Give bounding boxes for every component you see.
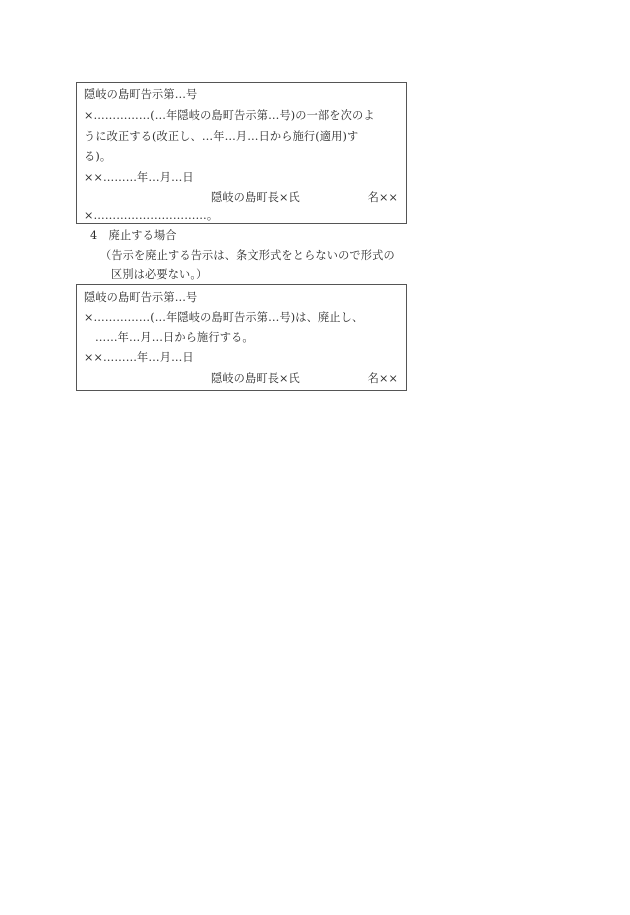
notice-number-line: 隠岐の島町告示第…号 (84, 291, 198, 304)
signature-name: 名×× (367, 372, 398, 385)
notice-number-line: 隠岐の島町告示第…号 (84, 88, 198, 101)
signature-title: 隠岐の島町長×氏 (211, 372, 300, 385)
repeal-notice-template (76, 284, 407, 391)
date-line: ××………年…月…日 (84, 171, 194, 184)
amendment-text-line-1: ×……………(…年隠岐の島町告示第…号)の一部を次のよ (84, 109, 375, 122)
section-4-note-line-1: （告示を廃止する告示は、条文形式をとらないので形式の (100, 249, 395, 262)
repeal-text-line-2: ……年…月…日から施行する。 (95, 331, 254, 344)
section-4-heading: 4 廃止する場合 (90, 229, 177, 242)
amendment-text-line-3: る)。 (84, 150, 112, 163)
amendment-notice-template (76, 82, 407, 224)
section-4-note-line-2: 区別は必要ない。） (111, 268, 208, 281)
amendment-text-line-2: うに改正する(改正し、…年…月…日から施行(適用)す (84, 130, 359, 143)
signature-name: 名×× (367, 191, 398, 204)
signature-title: 隠岐の島町長×氏 (211, 191, 300, 204)
body-placeholder-line: ×…………………………。 (84, 209, 219, 222)
date-line: ××………年…月…日 (84, 351, 194, 364)
repeal-text-line-1: ×……………(…年隠岐の島町告示第…号)は、廃止し、 (84, 311, 364, 324)
